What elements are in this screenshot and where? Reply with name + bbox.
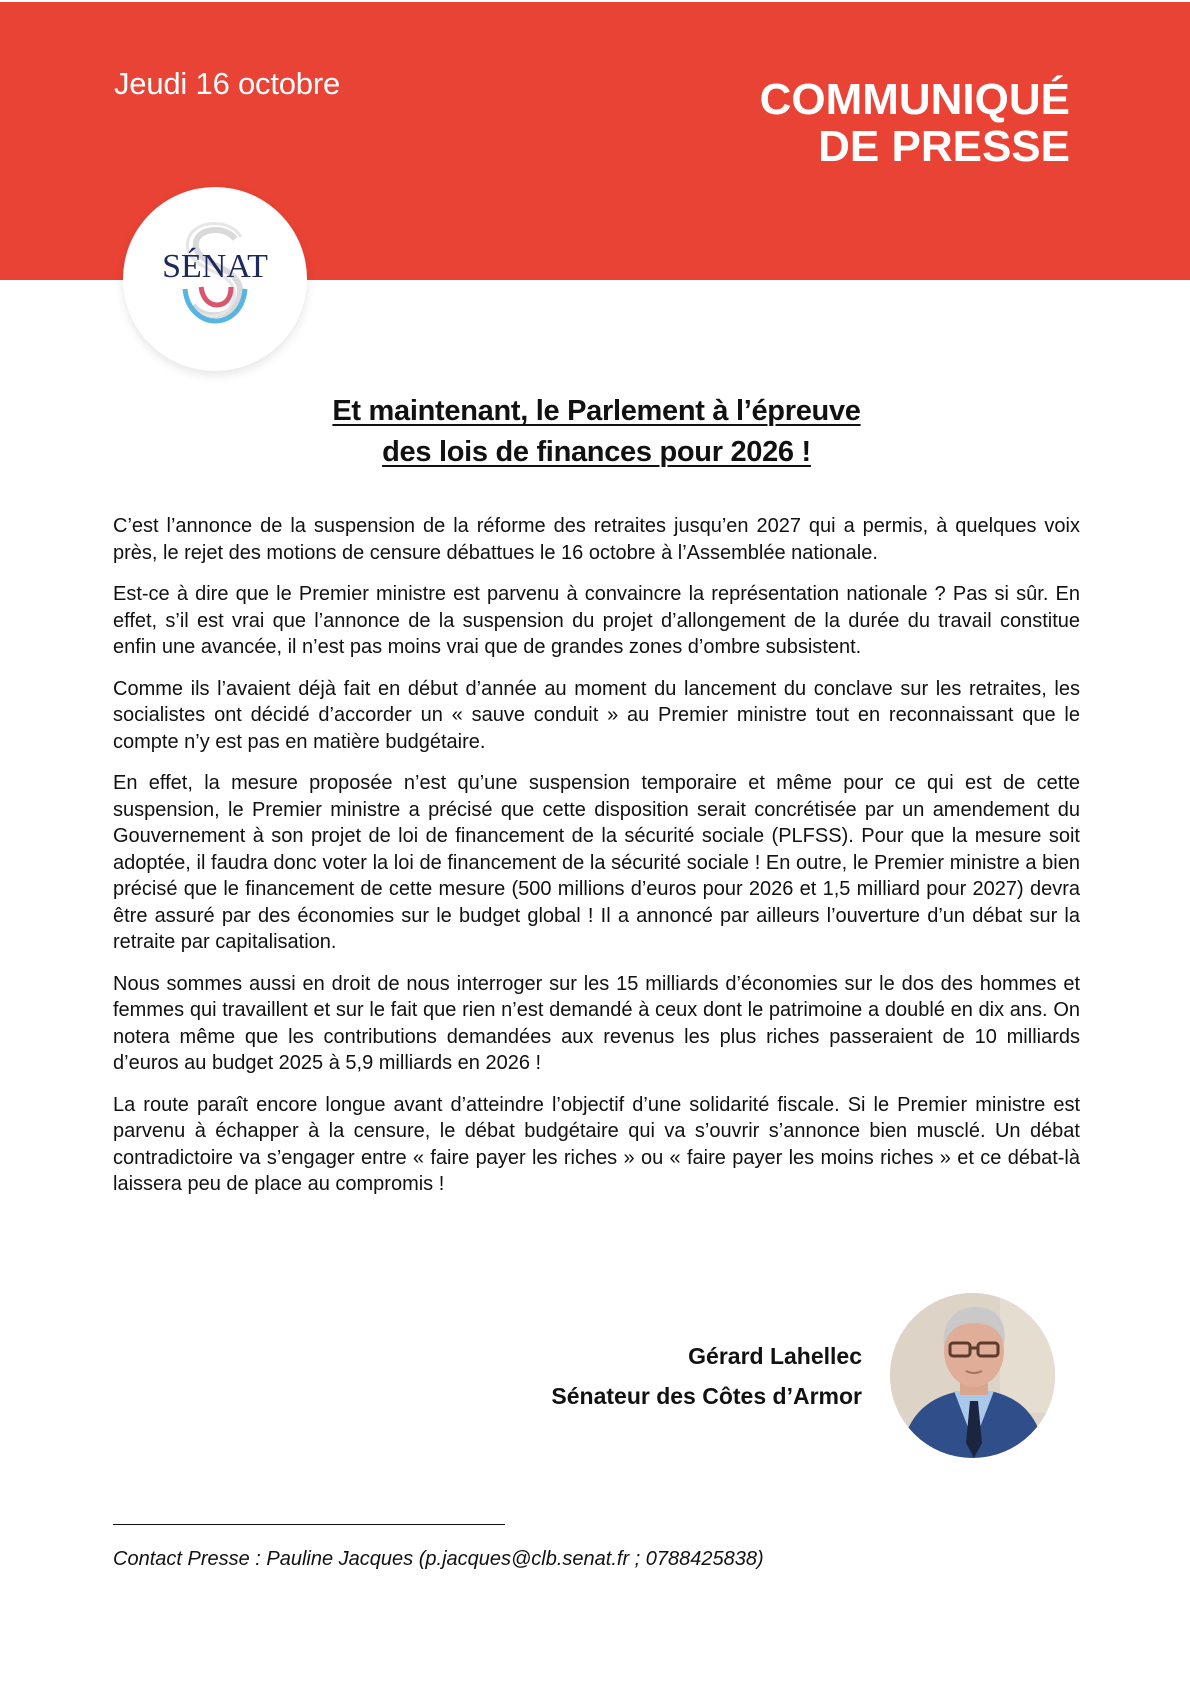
- body-paragraph: En effet, la mesure proposée n’est qu’une suspension temporaire et même pour ce qui est de cette suspension, le Premier ministre a précisé que cette disposition serait concrétisée par un amendement du Gouvernement à son projet de loi de financement de la sécurité sociale (PLFSS). Pour que la mesure soit adoptée, il faudra donc voter la loi de financement de la sécurité sociale ! En outre, le Premier ministre a bien précisé que le financement de cette mesure (500 millions d’euros pour 2026 et 1,5 milliard pour 2027) devra être assuré par des économies sur le budget global ! Il a annoncé par ailleurs l’ouverture d’un débat sur la retraite par capitalisation.: [113, 772, 1080, 953]
- body-paragraph: Nous sommes aussi en droit de nous interroger sur les 15 milliards d’économies sur le dos des hommes et femmes qui travaillent et sur le fait que rien n’est demandé à ceux dont le patrimoine a doublé en dix ans. On notera même que les contributions demandées aux revenus les plus riches passeraient de 10 milliards d’euros au budget 2025 à 5,9 milliards en 2026 !: [113, 972, 1080, 1074]
- footer-divider: [113, 1524, 505, 1525]
- body-paragraph: Comme ils l’avaient déjà fait en début d’année au moment du lancement du conclave sur les retraites, les socialistes ont décidé d’accorder un « sauve conduit » au Premier ministre tout en reconnaissant que le compte n’y est pas en matière budgétaire.: [113, 677, 1080, 753]
- senat-logo: [123, 187, 307, 371]
- document-type-heading: [760, 76, 1070, 170]
- svg-text:SÉNAT: SÉNAT: [162, 248, 268, 285]
- release-date: Jeudi 16 octobre: [114, 66, 341, 101]
- signatory-portrait: [890, 1293, 1055, 1458]
- title-line-2: des lois de finances pour 2026 !: [382, 436, 811, 468]
- signatory-name: Gérard Lahellec: [688, 1343, 862, 1369]
- document-type-line-2: DE PRESSE: [818, 122, 1070, 171]
- title-line-1: Et maintenant, le Parlement à l’épreuve: [332, 395, 861, 427]
- body-paragraph: Est-ce à dire que le Premier ministre est parvenu à convaincre la représentation nationale ? Pas si sûr. En effet, s’il est vrai que l’annonce de la suspension du projet d’allongement de la durée du travail constitue enfin une avancée, il n’est pas moins vrai que de grandes zones d’ombre subsistent.: [113, 583, 1080, 658]
- portrait-photo-icon: [890, 1293, 1055, 1458]
- body-paragraph: C’est l’annonce de la suspension de la réforme des retraites jusqu’en 2027 qui a permis, à quelques voix près, le rejet des motions de censure débattues le 16 octobre à l’Assemblée nationale.: [113, 515, 1080, 564]
- press-release-body: [113, 513, 1080, 1213]
- body-paragraph: La route paraît encore longue avant d’atteindre l’objectif d’une solidarité fiscale. Si le Premier ministre est parvenu à échapper à la censure, le débat budgétaire qui va s’ouvrir s’annonce bien musclé. Un débat contradictoire va s’engager entre « faire payer les riches » ou « faire payer les moins riches » et ce débat-là laissera peu de place au compromis !: [113, 1093, 1080, 1195]
- senat-s-emblem-icon: [123, 187, 307, 371]
- document-type-line-1: COMMUNIQUÉ: [759, 75, 1070, 124]
- signatory-role: Sénateur des Côtes d’Armor: [551, 1383, 862, 1409]
- press-contact: Contact Presse : Pauline Jacques (p.jacques@clb.senat.fr ; 0788425838): [113, 1548, 764, 1570]
- press-release-title: [113, 391, 1080, 473]
- signature-block: [551, 1336, 862, 1416]
